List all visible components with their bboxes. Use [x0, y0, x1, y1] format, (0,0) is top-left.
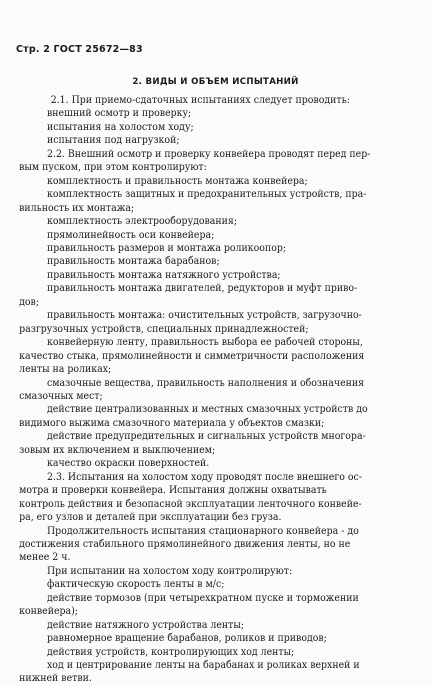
text-line: видимого выжима смазочного материала у объектов смазки; — [19, 417, 325, 429]
text-line: действие натяжного устройства ленты; — [47, 619, 245, 631]
section-body — [19, 94, 380, 686]
text-line: 2.3. Испытания на холостом ходу проводят после внешнего ос- — [47, 471, 362, 483]
text-line: 2.1. При приемо-сдаточных испытаниях следует проводить: — [50, 95, 350, 106]
text-line: контроль действия и безопасной эксплуатации ленточного конвейе- — [19, 498, 362, 510]
text-line: ход и центрирование ленты на барабанах и роликах верхней и — [47, 660, 360, 672]
text-line: вильность их монтажа; — [19, 202, 135, 214]
text-line: прямолинейность оси конвейера; — [47, 229, 215, 241]
text-line: равномерное вращение барабанов, роликов и приводов; — [47, 633, 327, 645]
text-line: правильность монтажа барабанов; — [47, 256, 220, 268]
text-line: действие предупредительных и сигнальных устройств многора- — [47, 431, 366, 443]
text-line: ленты на роликах; — [19, 364, 112, 376]
text-line: нижней ветви. — [19, 673, 92, 685]
text-line: правильность размеров и монтажа роликоопор; — [47, 242, 287, 254]
text-line: испытания под нагрузкой; — [47, 135, 180, 147]
text-line: фактическую скорость ленты в м/с; — [47, 579, 225, 591]
text-line: дов; — [19, 296, 39, 308]
text-line: разгрузочных устройств, специальных принадлежностей; — [19, 323, 309, 335]
text-line: ра, его узлов и деталей при эксплуатации без груза. — [19, 512, 282, 524]
text-line: конвейерную ленту, правильность выбора ее рабочей стороны, — [47, 337, 363, 349]
text-line: испытания на холостом ходу; — [47, 121, 194, 133]
text-line: действие централизованных и местных смазочных устройств до — [47, 404, 368, 416]
text-line: качество стыка, прямолинейности и симметричности расположения — [19, 350, 365, 362]
text-line: действие тормозов (при четырехкратном пуске и торможении — [47, 592, 359, 604]
text-line: менее 2 ч. — [19, 552, 71, 564]
text-line: При испытании на холостом ходу контролируют: — [47, 565, 293, 577]
text-line: мотра и проверки конвейера. Испытания должны охватывать — [19, 485, 327, 497]
text-line: правильность монтажа натяжного устройства; — [47, 269, 281, 281]
text-line: комплектность защитных и предохранительных устройств, пра- — [47, 189, 367, 201]
text-line: зовым их включением и выключением; — [19, 444, 216, 456]
text-line: правильность монтажа: очистительных устройств, загрузочно- — [47, 310, 362, 322]
text-line: комплектность и правильность монтажа конвейера; — [47, 175, 308, 187]
page-header: Стр. 2 ГОСТ 25672—83 — [16, 44, 143, 55]
text-line: смазочных мест; — [19, 390, 103, 402]
text-line: качество окраски поверхностей. — [47, 458, 210, 470]
text-line: комплектность электрооборудования; — [47, 216, 238, 228]
text-line: вым пуском, при этом контролируют: — [19, 162, 207, 174]
text-line: достижения стабильного прямолинейного движения ленты, но не — [19, 538, 351, 550]
text-line: 2.2. Внешний осмотр и проверку конвейера проводят перед пер- — [47, 148, 371, 160]
text-line: конвейера); — [19, 606, 78, 618]
text-line: внешний осмотр и проверку; — [47, 108, 192, 120]
section-title: 2. ВИДЫ И ОБЪЕМ ИСПЫТАНИЙ — [132, 77, 299, 87]
text-line: правильность монтажа двигателей, редукторов и муфт приво- — [47, 283, 358, 295]
text-line: смазочные вещества, правильность наполнения и обозначения — [47, 377, 365, 389]
text-line: действия устройств, контролирующих ход ленты; — [47, 646, 295, 658]
text-line: Продолжительность испытания стационарного конвейера - до — [47, 525, 359, 537]
